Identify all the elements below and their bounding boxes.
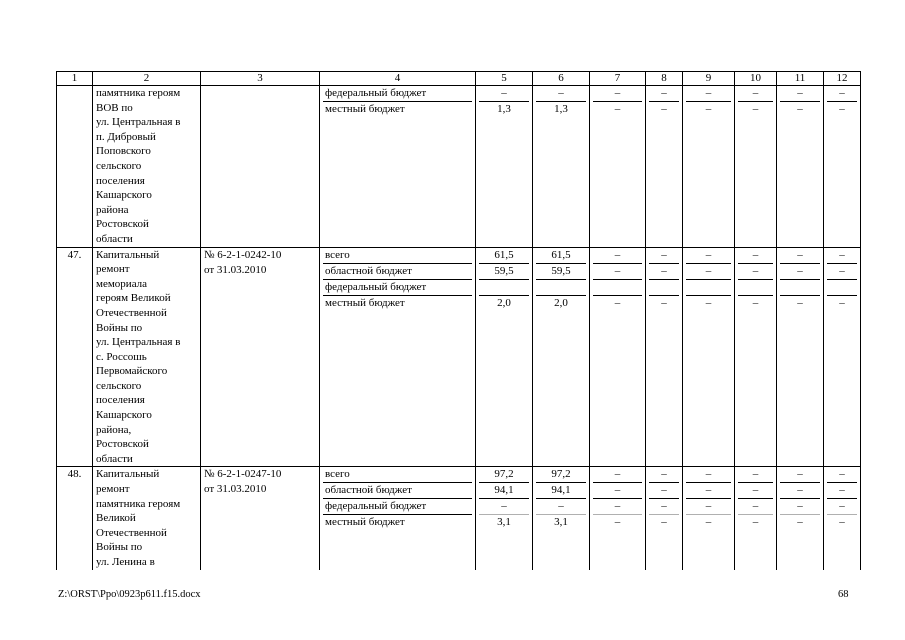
- value-cell: 94,1: [479, 483, 529, 499]
- object-name-line: мемориала: [96, 277, 148, 290]
- value-cell: 2,0: [497, 296, 511, 309]
- value-column-7: [590, 467, 646, 570]
- value-column-9: [683, 86, 735, 248]
- value-cell: –: [780, 499, 820, 515]
- value-cell: –: [827, 264, 857, 280]
- value-cell: –: [649, 483, 679, 499]
- value-column-10: [735, 247, 777, 467]
- value-cell: 2,0: [554, 296, 568, 309]
- value-cell: –: [593, 499, 642, 515]
- object-name-line: Поповского: [96, 145, 151, 158]
- value-cell: 1,3: [497, 103, 511, 115]
- value-column-5: [476, 86, 533, 248]
- object-name-line: п. Дибровый: [96, 130, 156, 143]
- object-name-line: ремонт: [96, 483, 130, 496]
- value-cell: [479, 280, 529, 296]
- funding-source: федеральный бюджет: [323, 280, 472, 296]
- value-cell: –: [614, 103, 621, 115]
- header-cell: 6: [533, 72, 590, 86]
- value-cell: –: [839, 103, 845, 115]
- value-column-9: [683, 247, 735, 467]
- value-cell: –: [593, 248, 642, 264]
- header-cell: 11: [777, 72, 824, 86]
- value-cell: –: [705, 103, 712, 115]
- value-cell: –: [827, 86, 857, 102]
- row-number: [57, 86, 93, 248]
- value-cell: –: [752, 296, 759, 309]
- object-name-line: Кашарского: [96, 189, 152, 202]
- funding-source: всего: [323, 248, 472, 264]
- funding-source: местный бюджет: [325, 516, 405, 529]
- value-cell: –: [827, 248, 857, 264]
- value-cell: –: [780, 467, 820, 483]
- value-cell: –: [649, 264, 679, 280]
- value-cell: –: [593, 86, 642, 102]
- value-cell: –: [738, 264, 773, 280]
- value-column-11: [777, 86, 824, 248]
- value-cell: [738, 280, 773, 296]
- value-cell: –: [686, 499, 731, 515]
- value-cell: –: [593, 467, 642, 483]
- object-name-line: с. Россошь: [96, 350, 147, 363]
- object-name-line: сельского: [96, 379, 142, 392]
- value-cell: –: [705, 516, 712, 529]
- object-name-line: Кашарского: [96, 409, 152, 422]
- value-cell: –: [827, 483, 857, 499]
- object-name-line: Отечественной: [96, 306, 167, 319]
- value-cell: –: [614, 516, 621, 529]
- table-body: [57, 72, 861, 570]
- value-cell: –: [780, 483, 820, 499]
- object-name-line: ул. Ленина в: [96, 556, 155, 568]
- value-cell: –: [738, 467, 773, 483]
- value-cell: 59,5: [536, 264, 586, 280]
- value-cell: –: [752, 103, 759, 115]
- object-name-line: Войны по: [96, 321, 143, 334]
- value-column-11: [777, 247, 824, 467]
- value-cell: –: [827, 499, 857, 515]
- funding-source-cell: [320, 467, 476, 570]
- object-name-line: ул. Центральная в: [96, 116, 181, 129]
- value-cell: [686, 280, 731, 296]
- value-cell: [536, 280, 586, 296]
- value-cell: –: [738, 86, 773, 102]
- funding-source-cell: [320, 247, 476, 467]
- object-name-line: сельского: [96, 159, 142, 172]
- value-cell: –: [797, 516, 803, 529]
- value-cell: –: [780, 86, 820, 102]
- table-row: [57, 247, 861, 467]
- table-row: [57, 86, 861, 248]
- value-cell: 59,5: [479, 264, 529, 280]
- value-cell: –: [536, 86, 586, 102]
- value-cell: –: [593, 264, 642, 280]
- value-cell: 97,2: [479, 467, 529, 483]
- value-cell: –: [738, 248, 773, 264]
- value-cell: 61,5: [479, 248, 529, 264]
- object-name-line: Отечественной: [96, 526, 167, 539]
- value-cell: –: [661, 103, 667, 115]
- value-cell: –: [738, 483, 773, 499]
- value-cell: –: [593, 483, 642, 499]
- value-cell: –: [780, 248, 820, 264]
- document-cell: [201, 247, 320, 467]
- value-cell: 94,1: [536, 483, 586, 499]
- value-cell: –: [780, 264, 820, 280]
- value-cell: –: [839, 516, 845, 529]
- funding-source: федеральный бюджет: [323, 86, 472, 102]
- object-name-line: героям Великой: [96, 292, 171, 305]
- footer-file-path: Z:\ORST\Ppo\0923p611.f15.docx: [58, 589, 201, 600]
- table-row: [57, 467, 861, 570]
- value-column-6: [533, 467, 590, 570]
- value-cell: –: [614, 296, 621, 309]
- value-cell: –: [797, 103, 803, 115]
- value-column-12: [824, 467, 861, 570]
- value-cell: 3,1: [497, 516, 511, 529]
- funding-source: всего: [323, 467, 472, 483]
- funding-source-cell: [320, 86, 476, 248]
- header-cell: 10: [735, 72, 777, 86]
- funding-source: местный бюджет: [325, 103, 405, 115]
- value-cell: –: [738, 499, 773, 515]
- header-cell: 7: [590, 72, 646, 86]
- value-column-10: [735, 86, 777, 248]
- value-cell: –: [827, 467, 857, 483]
- value-cell: –: [797, 296, 803, 309]
- value-column-7: [590, 86, 646, 248]
- value-column-12: [824, 247, 861, 467]
- value-cell: 3,1: [554, 516, 568, 529]
- header-cell: 5: [476, 72, 533, 86]
- header-cell: 9: [683, 72, 735, 86]
- value-cell: –: [661, 296, 667, 309]
- value-cell: [593, 280, 642, 296]
- object-name-line: района,: [96, 423, 132, 436]
- object-name-cell: [93, 247, 201, 467]
- value-cell: –: [479, 499, 529, 515]
- object-name-line: Первомайского: [96, 365, 168, 378]
- object-name-line: Войны по: [96, 541, 143, 554]
- value-cell: –: [649, 499, 679, 515]
- value-cell: –: [686, 483, 731, 499]
- document-cell: [201, 467, 320, 570]
- value-column-5: [476, 247, 533, 467]
- header-cell: 8: [646, 72, 683, 86]
- value-column-8: [646, 247, 683, 467]
- value-column-9: [683, 467, 735, 570]
- value-column-8: [646, 467, 683, 570]
- object-name-line: поселения: [96, 174, 145, 187]
- value-cell: –: [649, 248, 679, 264]
- value-column-11: [777, 467, 824, 570]
- value-column-12: [824, 86, 861, 248]
- value-cell: –: [686, 248, 731, 264]
- object-name-line: памятника героям: [96, 87, 181, 99]
- document-cell: [201, 86, 320, 248]
- header-cell: 3: [201, 72, 320, 86]
- value-cell: [780, 280, 820, 296]
- value-cell: –: [686, 264, 731, 280]
- value-cell: 1,3: [554, 103, 568, 115]
- object-name-line: района: [96, 203, 129, 216]
- value-cell: 97,2: [536, 467, 586, 483]
- value-column-10: [735, 467, 777, 570]
- header-cell: 1: [57, 72, 93, 86]
- header-cell: 12: [824, 72, 861, 86]
- table-header-row: [57, 72, 861, 86]
- value-cell: 61,5: [536, 248, 586, 264]
- value-column-6: [533, 86, 590, 248]
- object-name-line: ремонт: [96, 263, 130, 276]
- funding-source: областной бюджет: [323, 483, 472, 499]
- value-cell: –: [686, 467, 731, 483]
- object-name-line: Великой: [96, 512, 136, 525]
- value-cell: –: [479, 86, 529, 102]
- value-cell: –: [839, 296, 845, 309]
- object-name-line: Ростовской: [96, 438, 149, 451]
- document-line: № 6-2-1-0242-10: [204, 248, 282, 261]
- row-number: 47.: [57, 247, 93, 467]
- value-cell: –: [752, 516, 759, 529]
- value-cell: –: [705, 296, 712, 309]
- value-column-8: [646, 86, 683, 248]
- value-cell: [649, 280, 679, 296]
- header-cell: 2: [93, 72, 201, 86]
- object-name-line: поселения: [96, 394, 145, 407]
- document-line: [204, 86, 316, 101]
- value-cell: [827, 280, 857, 296]
- value-cell: –: [536, 499, 586, 515]
- header-cell: 4: [320, 72, 476, 86]
- object-name-line: области: [96, 452, 133, 465]
- object-name-line: ул. Центральная в: [96, 336, 181, 349]
- value-cell: –: [661, 516, 667, 529]
- value-column-5: [476, 467, 533, 570]
- object-name-line: Ростовской: [96, 218, 149, 231]
- object-name-cell: [93, 86, 201, 248]
- object-name-line: области: [96, 232, 133, 245]
- object-name-line: ВОВ по: [96, 101, 133, 114]
- budget-table: [56, 71, 861, 570]
- footer-page-number: 68: [838, 589, 849, 600]
- funding-source: федеральный бюджет: [323, 499, 472, 515]
- value-column-7: [590, 247, 646, 467]
- value-column-6: [533, 247, 590, 467]
- funding-source: местный бюджет: [325, 296, 405, 309]
- object-name-line: Капитальный: [96, 248, 160, 261]
- document-line: от 31.03.2010: [204, 263, 267, 276]
- document-line: от 31.03.2010: [204, 483, 267, 496]
- object-name-line: Капитальный: [96, 468, 160, 481]
- row-number: 48.: [57, 467, 93, 570]
- value-cell: –: [686, 86, 731, 102]
- object-name-line: памятника героям: [96, 497, 181, 510]
- funding-source: областной бюджет: [323, 264, 472, 280]
- object-name-cell: [93, 467, 201, 570]
- document-line: № 6-2-1-0247-10: [204, 468, 282, 481]
- value-cell: –: [649, 86, 679, 102]
- value-cell: –: [649, 467, 679, 483]
- document-line: [204, 101, 316, 116]
